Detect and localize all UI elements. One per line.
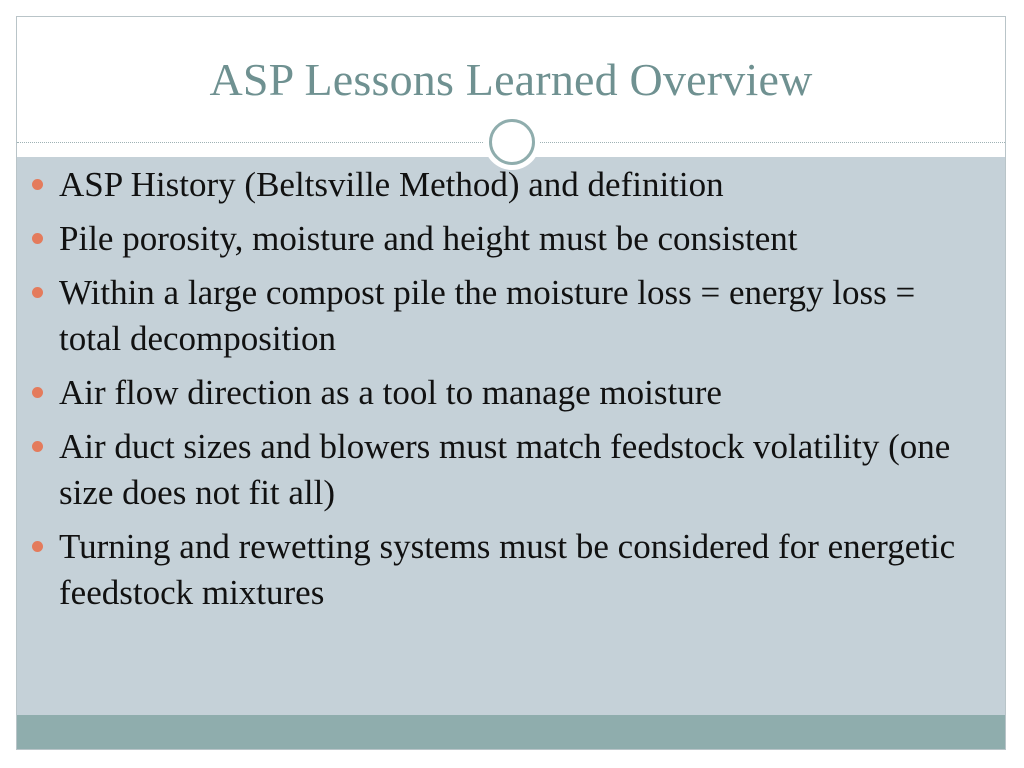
bullet-item <box>28 524 968 616</box>
bullet-dot-icon <box>32 441 43 452</box>
ring-ornament-inner <box>489 119 535 165</box>
bullet-item <box>28 216 968 262</box>
bullet-item <box>28 370 968 416</box>
bullet-dot-icon <box>32 233 43 244</box>
slide-title: ASP Lessons Learned Overview <box>209 54 813 105</box>
bullet-item <box>28 270 968 362</box>
bullet-item <box>28 424 968 516</box>
bullet-text: Air flow direction as a tool to manage moisture <box>59 373 722 412</box>
bullet-dot-icon <box>32 287 43 298</box>
bullet-text: Air duct sizes and blowers must match feedstock volatility (one size does not fit all) <box>59 427 951 512</box>
bullet-dot-icon <box>32 179 43 190</box>
bullet-text: Pile porosity, moisture and height must be consistent <box>59 219 798 258</box>
bullet-text: Turning and rewetting systems must be considered for energetic feedstock mixtures <box>59 527 956 612</box>
bullet-list <box>28 162 968 624</box>
bullet-text: ASP History (Beltsville Method) and definition <box>59 165 724 204</box>
bullet-dot-icon <box>32 387 43 398</box>
footer-band <box>17 715 1005 749</box>
bullet-item <box>28 162 968 208</box>
bullet-text: Within a large compost pile the moisture loss = energy loss = total decomposition <box>59 273 916 358</box>
bullet-dot-icon <box>32 541 43 552</box>
